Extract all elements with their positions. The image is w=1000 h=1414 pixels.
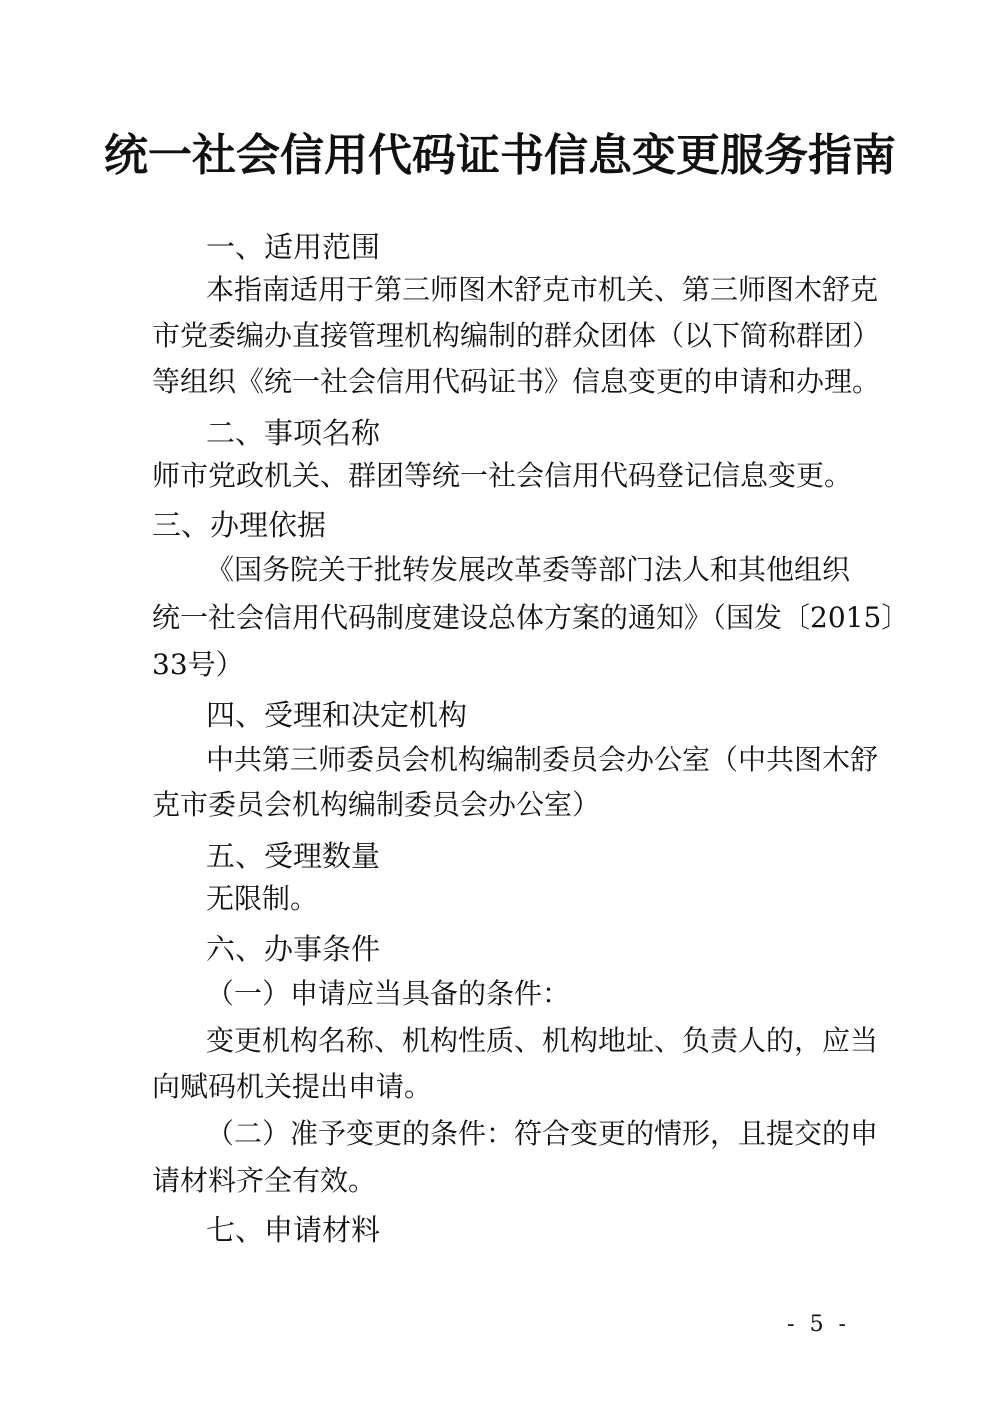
document-title: 统一社会信用代码证书信息变更服务指南 bbox=[104, 130, 896, 181]
paragraph-line: 统一社会信用代码制度建设总体方案的通知》（国发〔2015〕 bbox=[152, 601, 910, 634]
paragraph-line: 本指南适用于第三师图木舒克市机关、第三师图木舒克 bbox=[206, 273, 879, 306]
section-heading-item-name: 二、事项名称 bbox=[206, 416, 381, 450]
section-heading-scope: 一、适用范围 bbox=[206, 230, 381, 264]
section-heading-authority: 四、受理和决定机构 bbox=[206, 698, 468, 732]
paragraph-line: 33号） bbox=[152, 648, 244, 681]
paragraph-line: 市党委编办直接管理机构编制的群众团体（以下简称群团） bbox=[152, 319, 881, 352]
paragraph-line: 无限制。 bbox=[206, 882, 319, 915]
paragraph-line: （二）准予变更的条件：符合变更的情形，且提交的申 bbox=[206, 1117, 879, 1150]
paragraph-line: 师市党政机关、群团等统一社会信用代码登记信息变更。 bbox=[152, 459, 853, 492]
paragraph-line: 请材料齐全有效。 bbox=[152, 1164, 377, 1197]
page-number: - 5 - bbox=[787, 1312, 850, 1337]
paragraph-line: 克市委员会机构编制委员会办公室） bbox=[152, 788, 601, 821]
paragraph-line: 变更机构名称、机构性质、机构地址、负责人的，应当 bbox=[206, 1024, 879, 1057]
paragraph-line: 《国务院关于批转发展改革委等部门法人和其他组织 bbox=[206, 553, 851, 586]
paragraph-line: 中共第三师委员会机构编制委员会办公室（中共图木舒 bbox=[206, 743, 879, 776]
section-heading-quantity: 五、受理数量 bbox=[206, 839, 381, 873]
section-heading-materials: 七、申请材料 bbox=[206, 1213, 381, 1247]
paragraph-line: 向赋码机关提出申请。 bbox=[152, 1070, 433, 1103]
section-heading-basis: 三、办理依据 bbox=[152, 508, 327, 542]
paragraph-line: 等组织《统一社会信用代码证书》信息变更的申请和办理。 bbox=[152, 365, 881, 398]
section-heading-conditions: 六、办事条件 bbox=[206, 932, 381, 966]
paragraph-line: （一）申请应当具备的条件： bbox=[206, 977, 571, 1010]
